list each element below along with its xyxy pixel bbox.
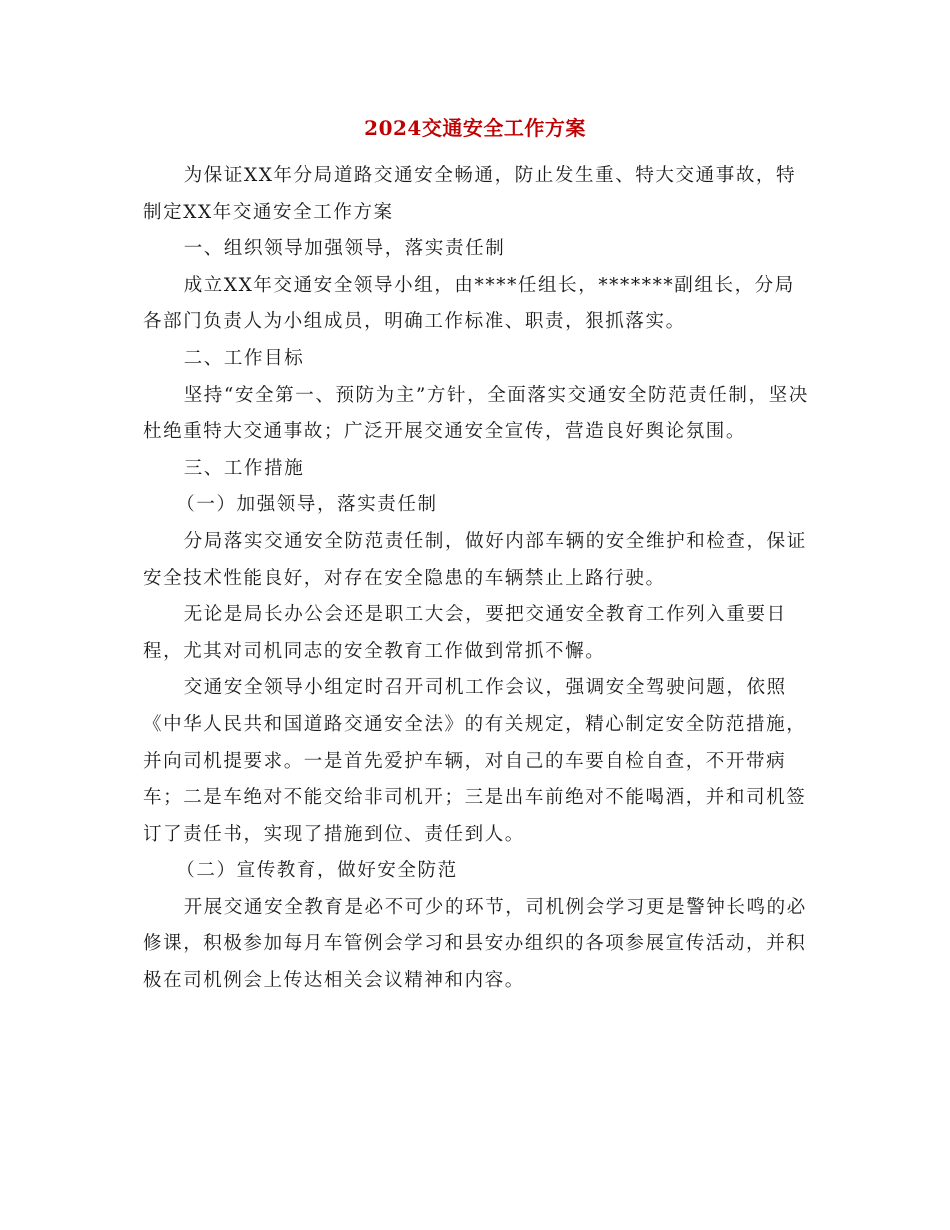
heading-measures: 三、工作措施: [183, 457, 305, 479]
paragraph-publicity: 开展交通安全教育是必不可少的环节，司机例会学习更是警钟长鸣的必修课，积极参加每月车管例会学习和县安办组织的各项参展宣传活动，并积极在司机例会上传达相关会议精神和内容。: [143, 896, 807, 992]
paragraph-intro: 为保证XX年分局道路交通安全畅通，防止发生重、特大交通事故，特制定XX年交通安全工作方案: [143, 165, 797, 223]
paragraph-goals: 坚持“安全第一、预防为主”方针，全面落实交通安全防范责任制，坚决杜绝重特大交通事故；广泛开展交通安全宣传，营造良好舆论氛围。: [143, 384, 809, 443]
paragraph-driver-meetings: 交通安全领导小组定时召开司机工作会议，强调安全驾驶问题，依照《中华人民共和国道路交通安全法》的有关规定，精心制定安全防范措施，并向司机提要求。一是首先爱护车辆，对自己的车要自检自查，不开带病车；二是车绝对不能交给非司机开；三是出车前绝对不能喝酒，并和司机签订了责任书，实现了措施到位、责任到人。: [143, 677, 807, 845]
heading-goals: 二、工作目标: [183, 347, 305, 369]
paragraph-leadership-group: 成立XX年交通安全领导小组，由****任组长，*******副组长，分局各部门负责人为小组成员，明确工作标准、职责，狠抓落实。: [143, 274, 795, 333]
paragraph-vehicle-safety: 分局落实交通安全防范责任制，做好内部车辆的安全维护和检查，保证安全技术性能良好，对存在安全隐患的车辆禁止上路行驶。: [143, 530, 807, 589]
document-body: [143, 158, 813, 1000]
subheading-strengthen-leadership: （一）加强领导，落实责任制: [176, 494, 438, 516]
document-title: 2024交通安全工作方案: [364, 116, 586, 140]
subheading-publicity-education: （二）宣传教育，做好安全防范: [176, 860, 458, 882]
heading-organization: 一、组织领导加强领导，落实责任制: [183, 238, 506, 260]
paragraph-safety-education: 无论是局长办公会还是职工大会，要把交通安全教育工作列入重要日程，尤其对司机同志的安全教育工作做到常抓不懈。: [143, 604, 787, 662]
